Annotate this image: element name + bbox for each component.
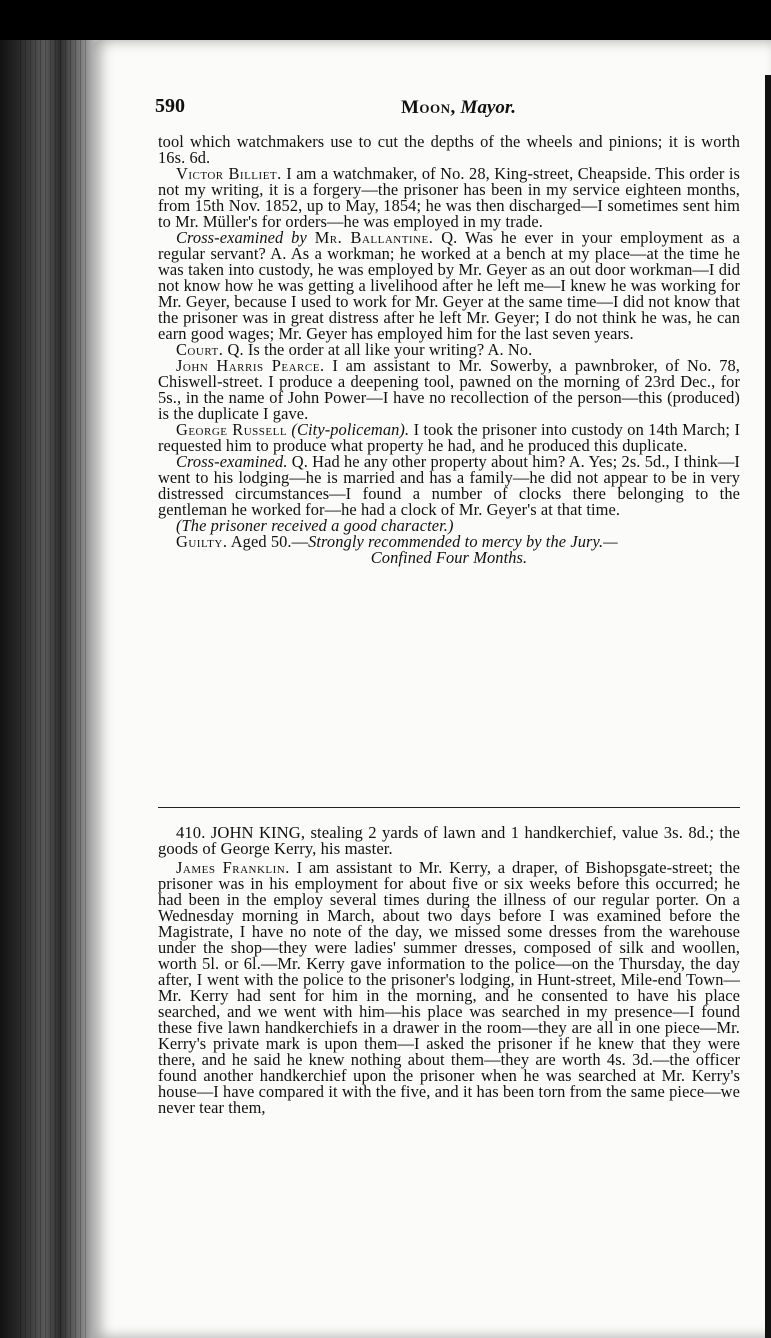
running-head-title: Mayor. [460, 97, 516, 118]
section-divider [158, 807, 740, 808]
testimony-text: I am assistant to Mr. Sowerby, a pawnbroker, of No. 78, Chiswell-street. I produce a deepening tool, pawned on the morning of 23rd Dec., for 5s., in the name of John Power—I have no recollection of the person—this (produced) is the duplicate I gave. [158, 356, 740, 423]
verdict-word: Guilty. [176, 532, 228, 551]
character-note: (The prisoner received a good character.) [176, 516, 454, 535]
testimony-text: I am a watchmaker, of No. 28, King-street, Cheapside. This order is not my writing, it is a forgery—the prisoner has been in my service eighteen months, from 15th Nov. 1852, up to May, 1854; he was then discharged—I sometimes sent him to Mr. Müller's for orders—he was employed in my trade. [158, 164, 740, 231]
verdict-age: Aged 50.— [230, 532, 309, 551]
speaker-name: Court. [176, 340, 224, 359]
counsel-name: Mr. Ballantine. [314, 228, 434, 247]
testimony-text: I am assistant to Mr. Kerry, a draper, of Bishopsgate-street; the prisoner was in his employment for about five or six weeks before this occurred; he had been in the employ several times during the illness of our regular porter. On a Wednesday morning in March, about two days before I was examined before the Magistrate, I have no note of the day, we missed some dresses from the warehouse under the shop—they were ladies' summer dresses, composed of silk and woollen, worth 5l. or 6l.—Mr. Kerry gave information to the police—on the Thursday, the day after, I went with the police to the prisoner's lodging, in Hunt-street, Mile-end Town—Mr. Kerry had sent for him in the morning, and he consented to have his place searched, and we went with him—his place was searched in my presence—I found these five lawn handkerchiefs in a drawer in the room—they are all in one piece—Mr. Kerry's private mark is upon them—I asked the prisoner if he knew that they were there, and he said he knew nothing about them—they are worth 4s. 3d.—the officer found another handkerchief upon the prisoner when he was searched at Mr. Kerry's house—I have compared it with the five, and it has been torn from the same piece—we never tear them, [158, 858, 740, 1117]
case-409-continuation [158, 134, 740, 566]
verdict-sentence: Confined Four Months. [370, 548, 528, 567]
paragraph-pearce [158, 358, 740, 422]
testimony-text: Q. Had he any other property about him? A. Yes; 2s. 5d., I think—I went to his lodging—he is married and has a family—he did not appear to be in very distressed circumstances—I found a number of clocks there belonging to the gentleman he worked for—he had a clock of Mr. Geyer's at that time. [158, 452, 740, 519]
running-head [401, 97, 516, 119]
page-edges [20, 40, 90, 1338]
testimony-text: Q. Is the order at all like your writing? A. No. [227, 340, 533, 359]
running-head-name: Moon, [401, 97, 456, 118]
charge-text: stealing 2 yards of lawn and 1 handkerchief, value 3s. 8d.; the goods of George Kerry, his master. [158, 823, 740, 858]
case-heading [158, 825, 740, 857]
cross-examined-label: Cross-examined by [176, 228, 307, 247]
paragraph: tool which watchmakers use to cut the depths of the wheels and pinions; it is worth 16s. 6d. [158, 132, 740, 167]
paragraph-russell [158, 422, 740, 454]
defendant-name: JOHN KING, [210, 823, 306, 842]
verdict-recommendation: Strongly recommended to mercy by the Jury.— [308, 532, 618, 551]
case-number: 410. [176, 823, 206, 842]
paragraph-billiet [158, 166, 740, 230]
right-edge-shadow [765, 75, 771, 1338]
paragraph-cross-examined [158, 454, 740, 518]
testimony-text: Q. Was he ever in your employment as a regular servant? A. As a workman; he worked at a bench at my place—at the time he was taken into custody, he was employed by Mr. Geyer as an out door workman—I did not know how he was getting a livelihood after he left me—I knew he was working for Mr. Geyer, because I used to work for Mr. Geyer at the same time—I did not know that the prisoner was in great distress after he left Mr. Geyer; I do not think he was, he can earn good wages; Mr. Geyer has employed him for the last seven years. [158, 228, 740, 343]
testimony-text: I took the prisoner into custody on 14th March; I requested him to produce what property he had, and he produced this duplicate. [158, 420, 741, 455]
speaker-name: James Franklin. [176, 858, 290, 877]
cross-examined-label: Cross-examined. [176, 452, 288, 471]
page-header [155, 95, 735, 121]
speaker-name: Victor Billiet. [176, 164, 282, 183]
page-number: 590 [155, 95, 185, 117]
speaker-name: George Russell [176, 420, 288, 439]
speaker-role: (City-policeman). [291, 420, 410, 439]
case-410 [158, 825, 740, 1116]
paragraph-franklin [158, 860, 740, 1116]
paragraph-cross-examination [158, 230, 740, 342]
speaker-name: John Harris Pearce. [176, 356, 325, 375]
